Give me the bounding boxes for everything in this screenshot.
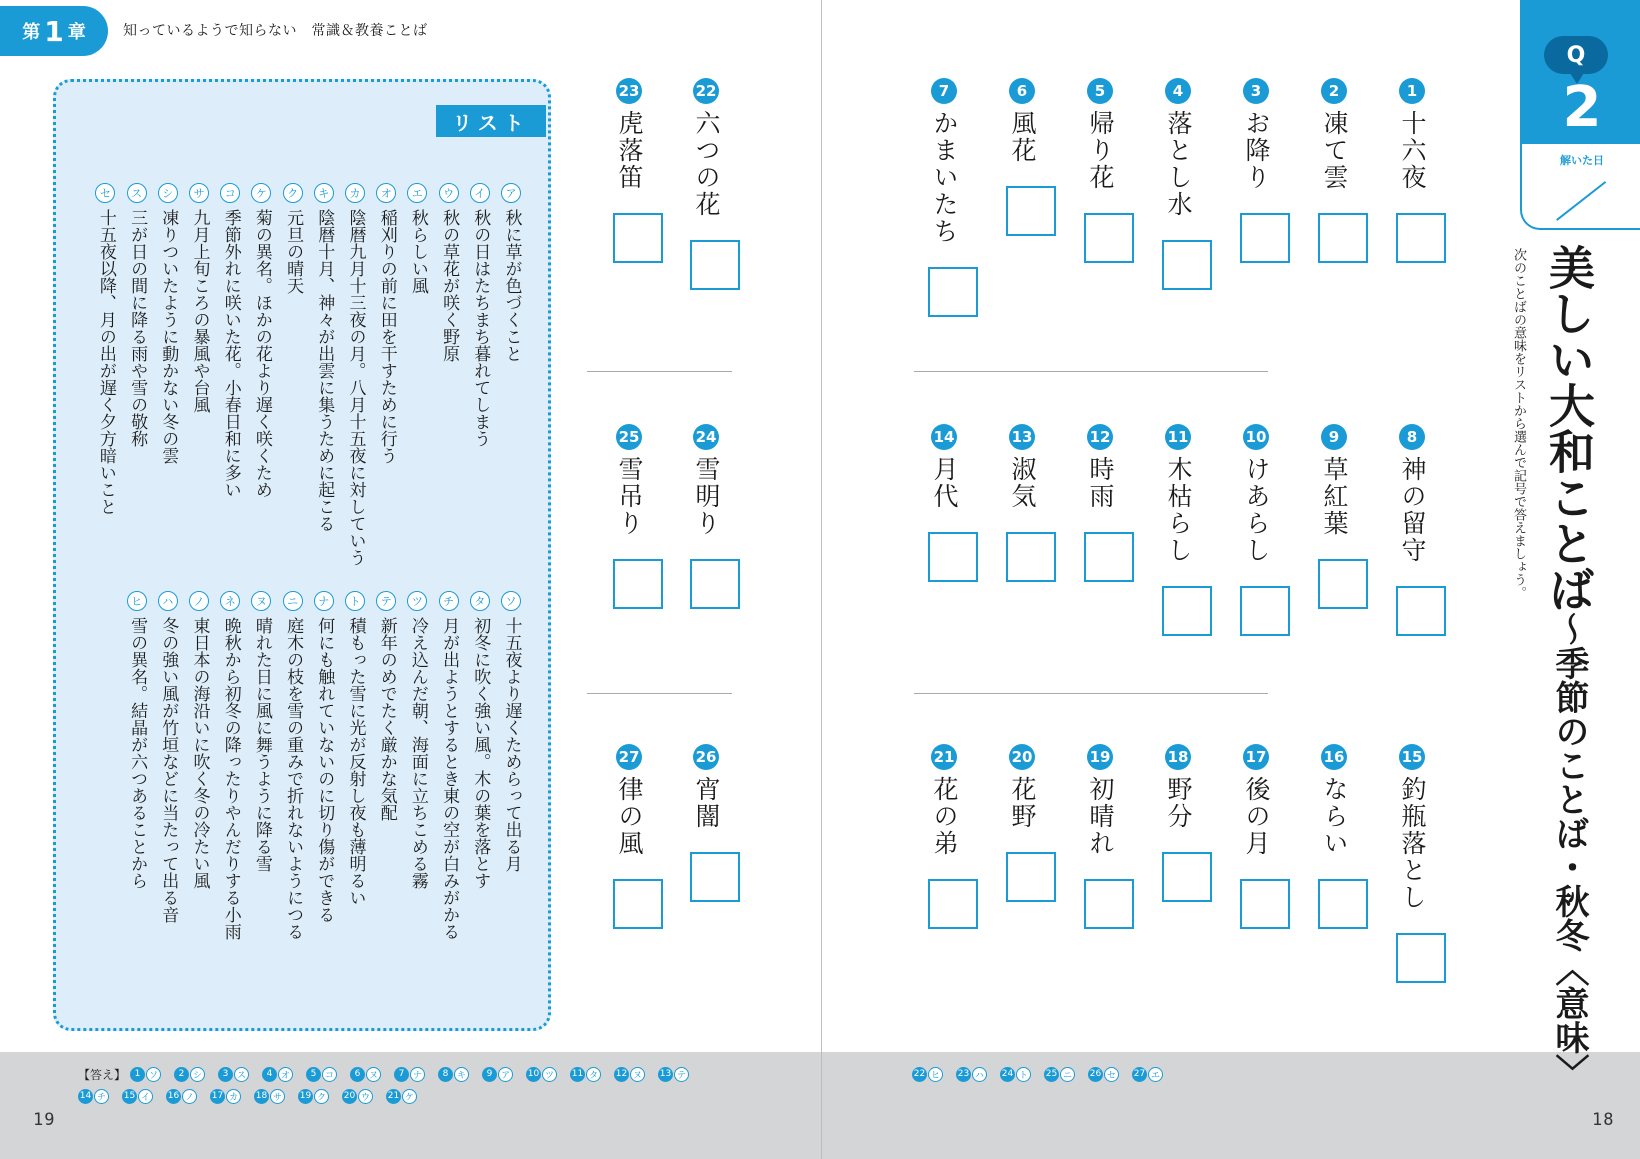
chapter-title: 知っているようで知らない 常識＆教養ことば — [123, 23, 428, 39]
list-entry-text: 十五夜より遅くためらって出る月 — [501, 617, 522, 872]
answer-box[interactable] — [613, 213, 663, 263]
question-number-badge: 1 — [1399, 78, 1425, 104]
question-word: 帰り花 — [1086, 110, 1115, 191]
question-word: 雪吊り — [615, 456, 644, 537]
answer-pair — [218, 1067, 249, 1082]
answer-number: 2 — [174, 1067, 189, 1082]
answer-number: 24 — [1000, 1067, 1015, 1082]
question-number-badge: 14 — [931, 424, 957, 450]
answer-box[interactable] — [1084, 879, 1134, 929]
answer-box[interactable] — [690, 852, 740, 902]
answer-number: 7 — [394, 1067, 409, 1082]
answer-pair — [526, 1067, 557, 1082]
list-entry-text: 陰暦九月十三夜の月。八月十五夜に対していう — [345, 209, 366, 566]
list-entry-key: シ — [158, 183, 178, 203]
question-item — [928, 744, 978, 929]
answer-key: ナ — [410, 1067, 425, 1082]
answer-box[interactable] — [1006, 532, 1056, 582]
question-word: 花野 — [1008, 776, 1037, 830]
question-number-badge: 12 — [1087, 424, 1113, 450]
list-entry — [376, 591, 396, 821]
question-item — [1318, 744, 1368, 929]
separator — [587, 693, 732, 694]
question-word: 淑気 — [1008, 456, 1037, 510]
answer-pair — [438, 1067, 469, 1082]
answer-key: セ — [1104, 1067, 1119, 1082]
answer-key: ヌ — [366, 1067, 381, 1082]
title-main: 美しい大和ことば — [1542, 244, 1596, 612]
question-item — [1006, 424, 1056, 582]
list-title: リスト — [436, 105, 546, 137]
list-entry-key: チ — [439, 591, 459, 611]
answer-pair — [210, 1089, 241, 1104]
list-entry-text: 初冬に吹く強い風。木の葉を落とす — [470, 617, 491, 889]
answer-box[interactable] — [928, 879, 978, 929]
chapter-tab — [0, 6, 108, 56]
list-entry-key: ハ — [158, 591, 178, 611]
question-word: 後の月 — [1242, 776, 1271, 857]
list-entry-text: 季節外れに咲いた花。小春日和に多い — [220, 209, 241, 498]
answer-row — [78, 1085, 702, 1107]
question-word: 草紅葉 — [1320, 456, 1349, 537]
answer-box[interactable] — [1240, 586, 1290, 636]
answer-number: 3 — [218, 1067, 233, 1082]
answer-pair — [298, 1089, 329, 1104]
answer-number: 11 — [570, 1067, 585, 1082]
answer-key: エ — [1148, 1067, 1163, 1082]
question-item — [1396, 78, 1446, 263]
answer-pair — [262, 1067, 293, 1082]
list-entry-key: タ — [470, 591, 490, 611]
answer-pair — [482, 1067, 513, 1082]
list-entry-text: 秋の日はたちまち暮れてしまう — [470, 209, 491, 447]
answer-key: ヒ — [928, 1067, 943, 1082]
list-entry — [407, 591, 427, 889]
question-number-badge: 7 — [931, 78, 957, 104]
list-entry-text: 何にも触れていないのに切り傷ができる — [314, 617, 335, 923]
answer-key: ニ — [1060, 1067, 1075, 1082]
list-entry-text: 冷え込んだ朝、海面に立ちこめる霧 — [407, 617, 428, 889]
question-number-badge: 27 — [616, 744, 642, 770]
title-sub: 〜季節のことば・秋冬〈意味〉 — [1549, 612, 1589, 1088]
list-entry-key: ネ — [220, 591, 240, 611]
list-entry-text: 新年のめでたく厳かな気配 — [376, 617, 397, 821]
list-entry-key: セ — [95, 183, 115, 203]
list-entry — [220, 183, 240, 498]
answer-key: ス — [234, 1067, 249, 1082]
answer-key: ク — [314, 1089, 329, 1104]
instruction-text: 次のことばの意味をリストから選んで記号で答えましょう。 — [1511, 248, 1526, 599]
answer-pair — [658, 1067, 689, 1082]
answer-pair — [122, 1089, 153, 1104]
question-item — [1240, 744, 1290, 929]
answer-number: 16 — [166, 1089, 181, 1104]
list-entry-text: 十五夜以降、月の出が遅く夕方暗いこと — [95, 209, 116, 515]
question-item — [1162, 744, 1212, 902]
answer-key: ケ — [402, 1089, 417, 1104]
question-word: 木枯らし — [1164, 456, 1193, 564]
list-entry-key: イ — [470, 183, 490, 203]
answer-number: 5 — [306, 1067, 321, 1082]
list-entry-text: 晴れた日に風に舞うように降る雪 — [251, 617, 272, 872]
question-number-badge: 8 — [1399, 424, 1425, 450]
list-entry — [283, 591, 303, 940]
answer-key: ソ — [146, 1067, 161, 1082]
list-entry-text: 庭木の枝を雪の重みで折れないようにつる — [283, 617, 304, 940]
answer-key: イ — [138, 1089, 153, 1104]
list-entry-key: ア — [501, 183, 521, 203]
date-slash — [1556, 181, 1606, 220]
answer-key: ア — [498, 1067, 513, 1082]
answer-number: 20 — [342, 1089, 357, 1104]
question-item — [690, 78, 740, 290]
question-number-badge: 25 — [616, 424, 642, 450]
question-item — [1162, 78, 1212, 290]
question-number-badge: 20 — [1009, 744, 1035, 770]
list-entry — [439, 183, 459, 362]
question-number-badge: 21 — [931, 744, 957, 770]
answer-pair — [386, 1089, 417, 1104]
list-entry — [158, 183, 178, 464]
answer-key: ト — [1016, 1067, 1031, 1082]
page-number: 18 — [1592, 1110, 1615, 1130]
chapter-number: 1 — [44, 14, 64, 48]
answer-number: 6 — [350, 1067, 365, 1082]
question-word: 落とし水 — [1164, 110, 1193, 218]
answer-pair — [78, 1089, 109, 1104]
list-entry-key: ノ — [189, 591, 209, 611]
answer-pair — [1044, 1067, 1075, 1082]
list-entry-key: テ — [376, 591, 396, 611]
list-entry-text: 稲刈りの前に田を干すために行う — [376, 209, 397, 464]
question-word: けあらし — [1242, 456, 1271, 564]
list-entry — [376, 183, 396, 464]
question-item — [1396, 424, 1446, 636]
answer-box[interactable] — [1396, 213, 1446, 263]
answer-number: 22 — [912, 1067, 927, 1082]
question-item — [613, 744, 663, 929]
answer-key: ヌ — [630, 1067, 645, 1082]
list-entry — [345, 183, 365, 566]
answer-number: 1 — [130, 1067, 145, 1082]
question-number-badge: 22 — [693, 78, 719, 104]
answer-number: 21 — [386, 1089, 401, 1104]
list-entry-text: 積もった雪に光が反射し夜も薄明るい — [345, 617, 366, 906]
list-entry-text: 冬の強い風が竹垣などに当たって出る音 — [158, 617, 179, 923]
list-entry — [189, 183, 209, 413]
answer-pair — [1000, 1067, 1031, 1082]
question-number-badge: 18 — [1165, 744, 1191, 770]
answer-number: 18 — [254, 1089, 269, 1104]
list-entry-text: 元旦の晴天 — [283, 209, 304, 294]
question-word: 律の風 — [615, 776, 644, 857]
question-word: 十六夜 — [1398, 110, 1427, 191]
question-number-badge: 23 — [616, 78, 642, 104]
list-entry-key: ソ — [501, 591, 521, 611]
solved-date-label: 解いた日 — [1560, 154, 1604, 167]
list-entry-text: 月が出ようとするとき東の空が白みがかる — [439, 617, 460, 940]
question-number-badge: 4 — [1165, 78, 1191, 104]
list-entry — [345, 591, 365, 906]
answer-key: ハ — [972, 1067, 987, 1082]
list-entry-key: ウ — [439, 183, 459, 203]
list-entry — [251, 183, 271, 498]
answer-pair — [350, 1067, 381, 1082]
answer-pair — [956, 1067, 987, 1082]
question-word: お降り — [1242, 110, 1271, 191]
page-number: 19 — [33, 1110, 56, 1130]
question-item — [613, 424, 663, 609]
list-entry-key: ナ — [314, 591, 334, 611]
answer-pair — [570, 1067, 601, 1082]
answer-pair — [254, 1089, 285, 1104]
answer-key: コ — [322, 1067, 337, 1082]
answer-number: 4 — [262, 1067, 277, 1082]
question-word: 花の弟 — [930, 776, 959, 857]
answer-key: サ — [270, 1089, 285, 1104]
list-entry-text: 凍りついたように動かない冬の雲 — [158, 209, 179, 464]
question-item — [613, 78, 663, 263]
answer-box[interactable] — [1084, 532, 1134, 582]
answer-box[interactable] — [613, 559, 663, 609]
question-number: 2 — [1562, 75, 1602, 140]
question-item — [1240, 424, 1290, 636]
list-entry — [283, 183, 303, 294]
answer-key: ノ — [182, 1089, 197, 1104]
answer-number: 12 — [614, 1067, 629, 1082]
answer-row — [78, 1063, 702, 1085]
answer-number: 13 — [658, 1067, 673, 1082]
list-entry-key: コ — [220, 183, 240, 203]
question-word: かまいたち — [930, 110, 959, 245]
question-number-badge: 17 — [1243, 744, 1269, 770]
question-item — [1084, 78, 1134, 263]
question-item — [1240, 78, 1290, 263]
question-item — [928, 78, 978, 317]
list-entry-text: 九月上旬ころの暴風や台風 — [189, 209, 210, 413]
question-number-badge: 13 — [1009, 424, 1035, 450]
answer-number: 17 — [210, 1089, 225, 1104]
q-label: Q — [1544, 36, 1608, 74]
question-item — [1084, 424, 1134, 582]
question-tab — [1520, 0, 1640, 230]
answer-box[interactable] — [1240, 879, 1290, 929]
answer-box[interactable] — [1006, 186, 1056, 236]
answer-box[interactable] — [1396, 586, 1446, 636]
question-item — [1084, 744, 1134, 929]
answer-key: テ — [674, 1067, 689, 1082]
question-number-badge: 11 — [1165, 424, 1191, 450]
list-entry-key: オ — [376, 183, 396, 203]
list-entry — [127, 591, 147, 889]
list-entry-key: エ — [407, 183, 427, 203]
answer-key-right — [912, 1063, 1176, 1085]
answer-pair — [1088, 1067, 1119, 1082]
question-number-badge: 24 — [693, 424, 719, 450]
separator — [914, 371, 1268, 372]
list-entry-key: ト — [345, 591, 365, 611]
list-entry — [314, 591, 334, 923]
chapter-suffix: 章 — [67, 22, 86, 43]
answer-box[interactable] — [928, 267, 978, 317]
answer-box[interactable] — [1318, 559, 1368, 609]
answer-pair — [614, 1067, 645, 1082]
list-entry-key: ス — [127, 183, 147, 203]
list-entry — [501, 591, 521, 872]
list-entry-key: ク — [283, 183, 303, 203]
question-word: 神の留守 — [1398, 456, 1427, 564]
answer-box[interactable] — [1318, 213, 1368, 263]
answer-pair — [306, 1067, 337, 1082]
answer-pair — [130, 1067, 161, 1082]
answer-box[interactable] — [1084, 213, 1134, 263]
question-item — [928, 424, 978, 582]
answer-key: カ — [226, 1089, 241, 1104]
list-entry-text: 三が日の間に降る雨や雪の敬称 — [127, 209, 148, 447]
answer-pair — [174, 1067, 205, 1082]
list-entry — [158, 591, 178, 923]
list-entry-key: キ — [314, 183, 334, 203]
question-word: 時雨 — [1086, 456, 1115, 510]
answer-box[interactable] — [690, 240, 740, 290]
list-entry — [314, 183, 334, 532]
chapter-prefix: 第 — [22, 22, 41, 43]
answer-box[interactable] — [690, 559, 740, 609]
answer-box[interactable] — [1162, 852, 1212, 902]
question-number-badge: 5 — [1087, 78, 1113, 104]
list-entry-key: サ — [189, 183, 209, 203]
answer-box[interactable] — [613, 879, 663, 929]
answer-key: ツ — [542, 1067, 557, 1082]
list-entry-text: 東日本の海沿いに吹く冬の冷たい風 — [189, 617, 210, 889]
answer-box[interactable] — [1240, 213, 1290, 263]
answer-key: ウ — [358, 1089, 373, 1104]
answer-box[interactable] — [1006, 852, 1056, 902]
list-entry-text: 陰暦十月、神々が出雲に集うために起こる — [314, 209, 335, 532]
question-item — [1006, 744, 1056, 902]
question-word: 釣瓶落とし — [1398, 776, 1427, 911]
answer-box[interactable] — [928, 532, 978, 582]
list-entry — [470, 183, 490, 447]
question-word: 虎落笛 — [615, 110, 644, 191]
answer-key: オ — [278, 1067, 293, 1082]
answer-number: 25 — [1044, 1067, 1059, 1082]
question-word: ならい — [1320, 776, 1349, 857]
list-entry-key: ニ — [283, 591, 303, 611]
question-number-badge: 3 — [1243, 78, 1269, 104]
answer-box[interactable] — [1162, 240, 1212, 290]
answer-number: 19 — [298, 1089, 313, 1104]
question-word: 凍て雲 — [1320, 110, 1349, 191]
answer-box[interactable] — [1396, 933, 1446, 983]
answer-pair — [342, 1089, 373, 1104]
separator — [587, 371, 732, 372]
answer-row — [912, 1063, 1176, 1085]
list-entry — [501, 183, 521, 362]
answer-key-left — [78, 1063, 702, 1107]
list-entry — [407, 183, 427, 294]
answer-number: 15 — [122, 1089, 137, 1104]
main-title — [1542, 244, 1596, 1088]
answer-number: 8 — [438, 1067, 453, 1082]
question-number-badge: 2 — [1321, 78, 1347, 104]
question-number-badge: 9 — [1321, 424, 1347, 450]
separator — [914, 693, 1268, 694]
question-word: 雪明り — [692, 456, 721, 537]
list-entry — [251, 591, 271, 872]
answer-number: 23 — [956, 1067, 971, 1082]
list-entry-key: ツ — [407, 591, 427, 611]
question-item — [1396, 744, 1446, 983]
list-entry — [439, 591, 459, 940]
question-number-badge: 15 — [1399, 744, 1425, 770]
answer-pair — [912, 1067, 943, 1082]
list-entry — [470, 591, 490, 889]
answer-key: チ — [94, 1089, 109, 1104]
answer-number: 10 — [526, 1067, 541, 1082]
question-word: 月代 — [930, 456, 959, 510]
answer-number: 26 — [1088, 1067, 1103, 1082]
question-number-badge: 10 — [1243, 424, 1269, 450]
list-entry — [95, 183, 115, 515]
answer-number: 27 — [1132, 1067, 1147, 1082]
answer-number: 9 — [482, 1067, 497, 1082]
list-entry-key: ケ — [251, 183, 271, 203]
list-entry-text: 秋らしい風 — [407, 209, 428, 294]
question-number-badge: 19 — [1087, 744, 1113, 770]
question-item — [1318, 424, 1368, 609]
question-item — [1162, 424, 1212, 636]
list-entry-key: ヌ — [251, 591, 271, 611]
question-item — [1006, 78, 1056, 236]
answer-box[interactable] — [1162, 586, 1212, 636]
answer-number: 14 — [78, 1089, 93, 1104]
list-entry — [127, 183, 147, 447]
list-entry — [189, 591, 209, 889]
question-word: 風花 — [1008, 110, 1037, 164]
answer-pair — [394, 1067, 425, 1082]
question-item — [690, 744, 740, 902]
list-entry-text: 晩秋から初冬の降ったりやんだりする小雨 — [220, 617, 241, 940]
list-entry-text: 秋に草が色づくこと — [501, 209, 522, 362]
list-entry-key: カ — [345, 183, 365, 203]
question-number-badge: 26 — [693, 744, 719, 770]
list-entry-key: ヒ — [127, 591, 147, 611]
answers-label: 【答え】 — [78, 1067, 127, 1082]
answer-pair — [166, 1089, 197, 1104]
question-word: 野分 — [1164, 776, 1193, 830]
answer-key: キ — [454, 1067, 469, 1082]
list-entry — [220, 591, 240, 940]
question-number-badge: 16 — [1321, 744, 1347, 770]
list-entry-text: 秋の草花が咲く野原 — [439, 209, 460, 362]
list-entry-text: 雪の異名。結晶が六つあることから — [127, 617, 148, 889]
list-entry-text: 菊の異名。ほかの花より遅く咲くため — [251, 209, 272, 498]
answer-pair — [1132, 1067, 1163, 1082]
question-item — [1318, 78, 1368, 263]
answer-key: タ — [586, 1067, 601, 1082]
question-number-badge: 6 — [1009, 78, 1035, 104]
answer-box[interactable] — [1318, 879, 1368, 929]
answer-key: シ — [190, 1067, 205, 1082]
question-word: 六つの花 — [692, 110, 721, 218]
question-item — [690, 424, 740, 609]
question-word: 初晴れ — [1086, 776, 1115, 857]
question-word: 宵闇 — [692, 776, 721, 830]
